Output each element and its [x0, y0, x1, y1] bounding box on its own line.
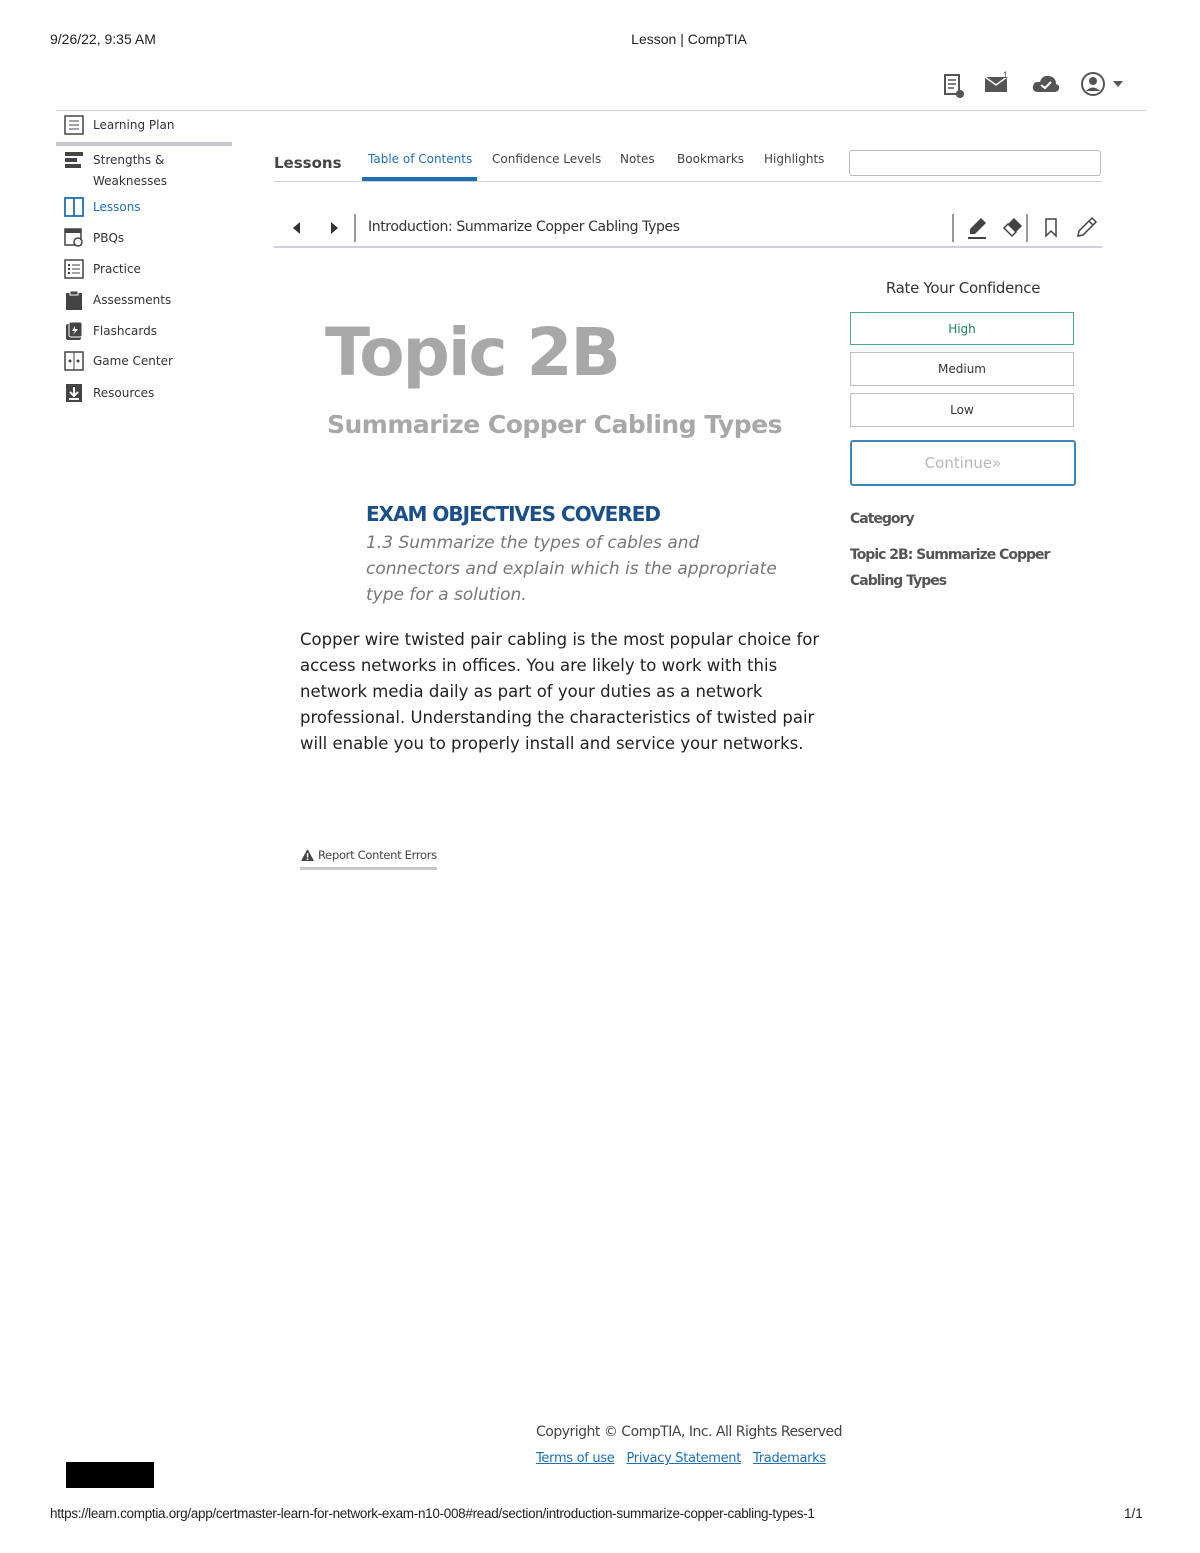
continue-button[interactable]: Continue»: [850, 440, 1076, 486]
terms-link[interactable]: Terms of use: [536, 1451, 615, 1466]
category-label: Category: [850, 511, 914, 527]
highlighter-icon[interactable]: [966, 216, 988, 240]
exam-objective-line: connectors and explain which is the appropriate: [366, 559, 777, 579]
copyright-text: Copyright © CompTIA, Inc. All Rights Reserved: [536, 1424, 843, 1440]
sidebar-item-label: Strengths &: [93, 153, 165, 167]
next-arrow-icon[interactable]: [325, 218, 343, 238]
game-center-icon: [64, 351, 84, 371]
sidebar-item-lessons[interactable]: [64, 197, 141, 217]
cloud-sync-icon[interactable]: [1032, 70, 1060, 98]
bookmark-icon[interactable]: [1042, 216, 1060, 240]
intro-paragraph: [300, 627, 840, 757]
tools-divider-2: [1026, 214, 1028, 242]
clipboard-icon: [64, 290, 84, 310]
paragraph-line: network media daily as part of your duties as a network: [300, 682, 763, 701]
user-menu[interactable]: [1080, 70, 1128, 98]
sidebar-item-label: Lessons: [93, 200, 141, 214]
sidebar-item-label: Game Center: [93, 354, 173, 368]
section-title: Introduction: Summarize Copper Cabling Types: [368, 219, 680, 235]
confidence-high-button[interactable]: High: [850, 312, 1074, 345]
paragraph-line: access networks in offices. You are likely to work with this: [300, 656, 778, 675]
category-value[interactable]: [850, 542, 1049, 594]
category-value-line: Topic 2B: Summarize Copper: [850, 547, 1050, 563]
redaction-block: [66, 1462, 154, 1488]
report-content-errors-link[interactable]: [300, 848, 437, 870]
tab-confidence-levels[interactable]: Confidence Levels: [492, 152, 602, 166]
exam-objective-line: 1.3 Summarize the types of cables and: [366, 533, 700, 553]
exam-objectives-heading: EXAM OBJECTIVES COVERED: [366, 502, 660, 526]
paragraph-line: professional. Understanding the characteristics of twisted pair: [300, 708, 815, 727]
sidebar-item-flashcards[interactable]: [64, 321, 157, 341]
report-content-errors-label: Report Content Errors: [318, 848, 437, 862]
sidebar-item-label: Flashcards: [93, 324, 157, 338]
pencil-icon[interactable]: [1076, 216, 1098, 240]
lessons-heading: Lessons: [274, 154, 342, 172]
print-page-number: 1/1: [1124, 1506, 1143, 1521]
pbq-icon: [64, 228, 84, 248]
print-page-title: Lesson | CompTIA: [631, 31, 747, 47]
tools-divider: [952, 214, 954, 242]
sidebar-item-assessments[interactable]: [64, 290, 171, 310]
tab-notes[interactable]: Notes: [620, 152, 655, 166]
prev-arrow-icon[interactable]: [288, 218, 306, 238]
search-input[interactable]: [849, 150, 1101, 176]
sidebar-item-strengths-weaknesses[interactable]: [64, 150, 167, 192]
practice-icon: [64, 259, 84, 279]
footer-links: [536, 1451, 826, 1466]
notes-report-icon[interactable]: [940, 72, 968, 100]
download-icon: [64, 383, 84, 403]
tab-table-of-contents[interactable]: Table of Contents: [368, 152, 473, 166]
flashcards-icon: [64, 321, 84, 341]
strengths-icon: [64, 150, 84, 170]
topic-title: Topic 2B: [325, 314, 619, 391]
sidebar-item-label: Resources: [93, 386, 155, 400]
user-avatar-icon: [1080, 71, 1128, 97]
learning-plan-icon: [64, 115, 84, 135]
paragraph-line: will enable you to properly install and service your networks.: [300, 734, 804, 753]
print-url: https://learn.comptia.org/app/certmaster-learn-for-network-exam-n10-008#read/section/introduction-summarize-copper-cabling-types-1: [50, 1506, 815, 1521]
sidebar-item-practice[interactable]: [64, 259, 141, 279]
tab-bookmarks[interactable]: Bookmarks: [677, 152, 745, 166]
print-datetime: 9/26/22, 9:35 AM: [50, 31, 156, 47]
sidebar-item-label: Practice: [93, 262, 141, 276]
nav-divider: [354, 214, 356, 242]
exam-objective-text: [366, 530, 806, 608]
book-icon: [64, 197, 84, 217]
privacy-link[interactable]: Privacy Statement: [626, 1451, 742, 1466]
tab-highlights[interactable]: Highlights: [764, 152, 825, 166]
sidebar-item-pbqs[interactable]: [64, 228, 124, 248]
sidebar-divider: [56, 142, 232, 146]
mail-badge: 1: [1003, 70, 1009, 80]
sidebar-item-label: Assessments: [93, 293, 172, 307]
eraser-icon[interactable]: [1002, 216, 1024, 240]
rate-confidence-title: Rate Your Confidence: [885, 279, 1041, 297]
exam-objective-line: type for a solution.: [366, 585, 527, 605]
sidebar-item-game-center[interactable]: [64, 351, 173, 371]
confidence-medium-button[interactable]: Medium: [850, 352, 1074, 386]
sidebar-item-label-2: Weaknesses: [93, 174, 167, 188]
topic-subtitle: Summarize Copper Cabling Types: [327, 410, 782, 439]
paragraph-line: Copper wire twisted pair cabling is the most popular choice for: [300, 630, 820, 649]
confidence-low-button[interactable]: Low: [850, 393, 1074, 427]
category-value-line: Cabling Types: [850, 573, 947, 589]
trademarks-link[interactable]: Trademarks: [753, 1451, 826, 1466]
sidebar-item-label: PBQs: [93, 231, 125, 245]
sidebar-item-label: Learning Plan: [93, 118, 175, 132]
sidebar-item-learning-plan[interactable]: [64, 115, 174, 135]
warning-icon: [300, 848, 315, 862]
sidebar-item-resources[interactable]: [64, 383, 154, 403]
